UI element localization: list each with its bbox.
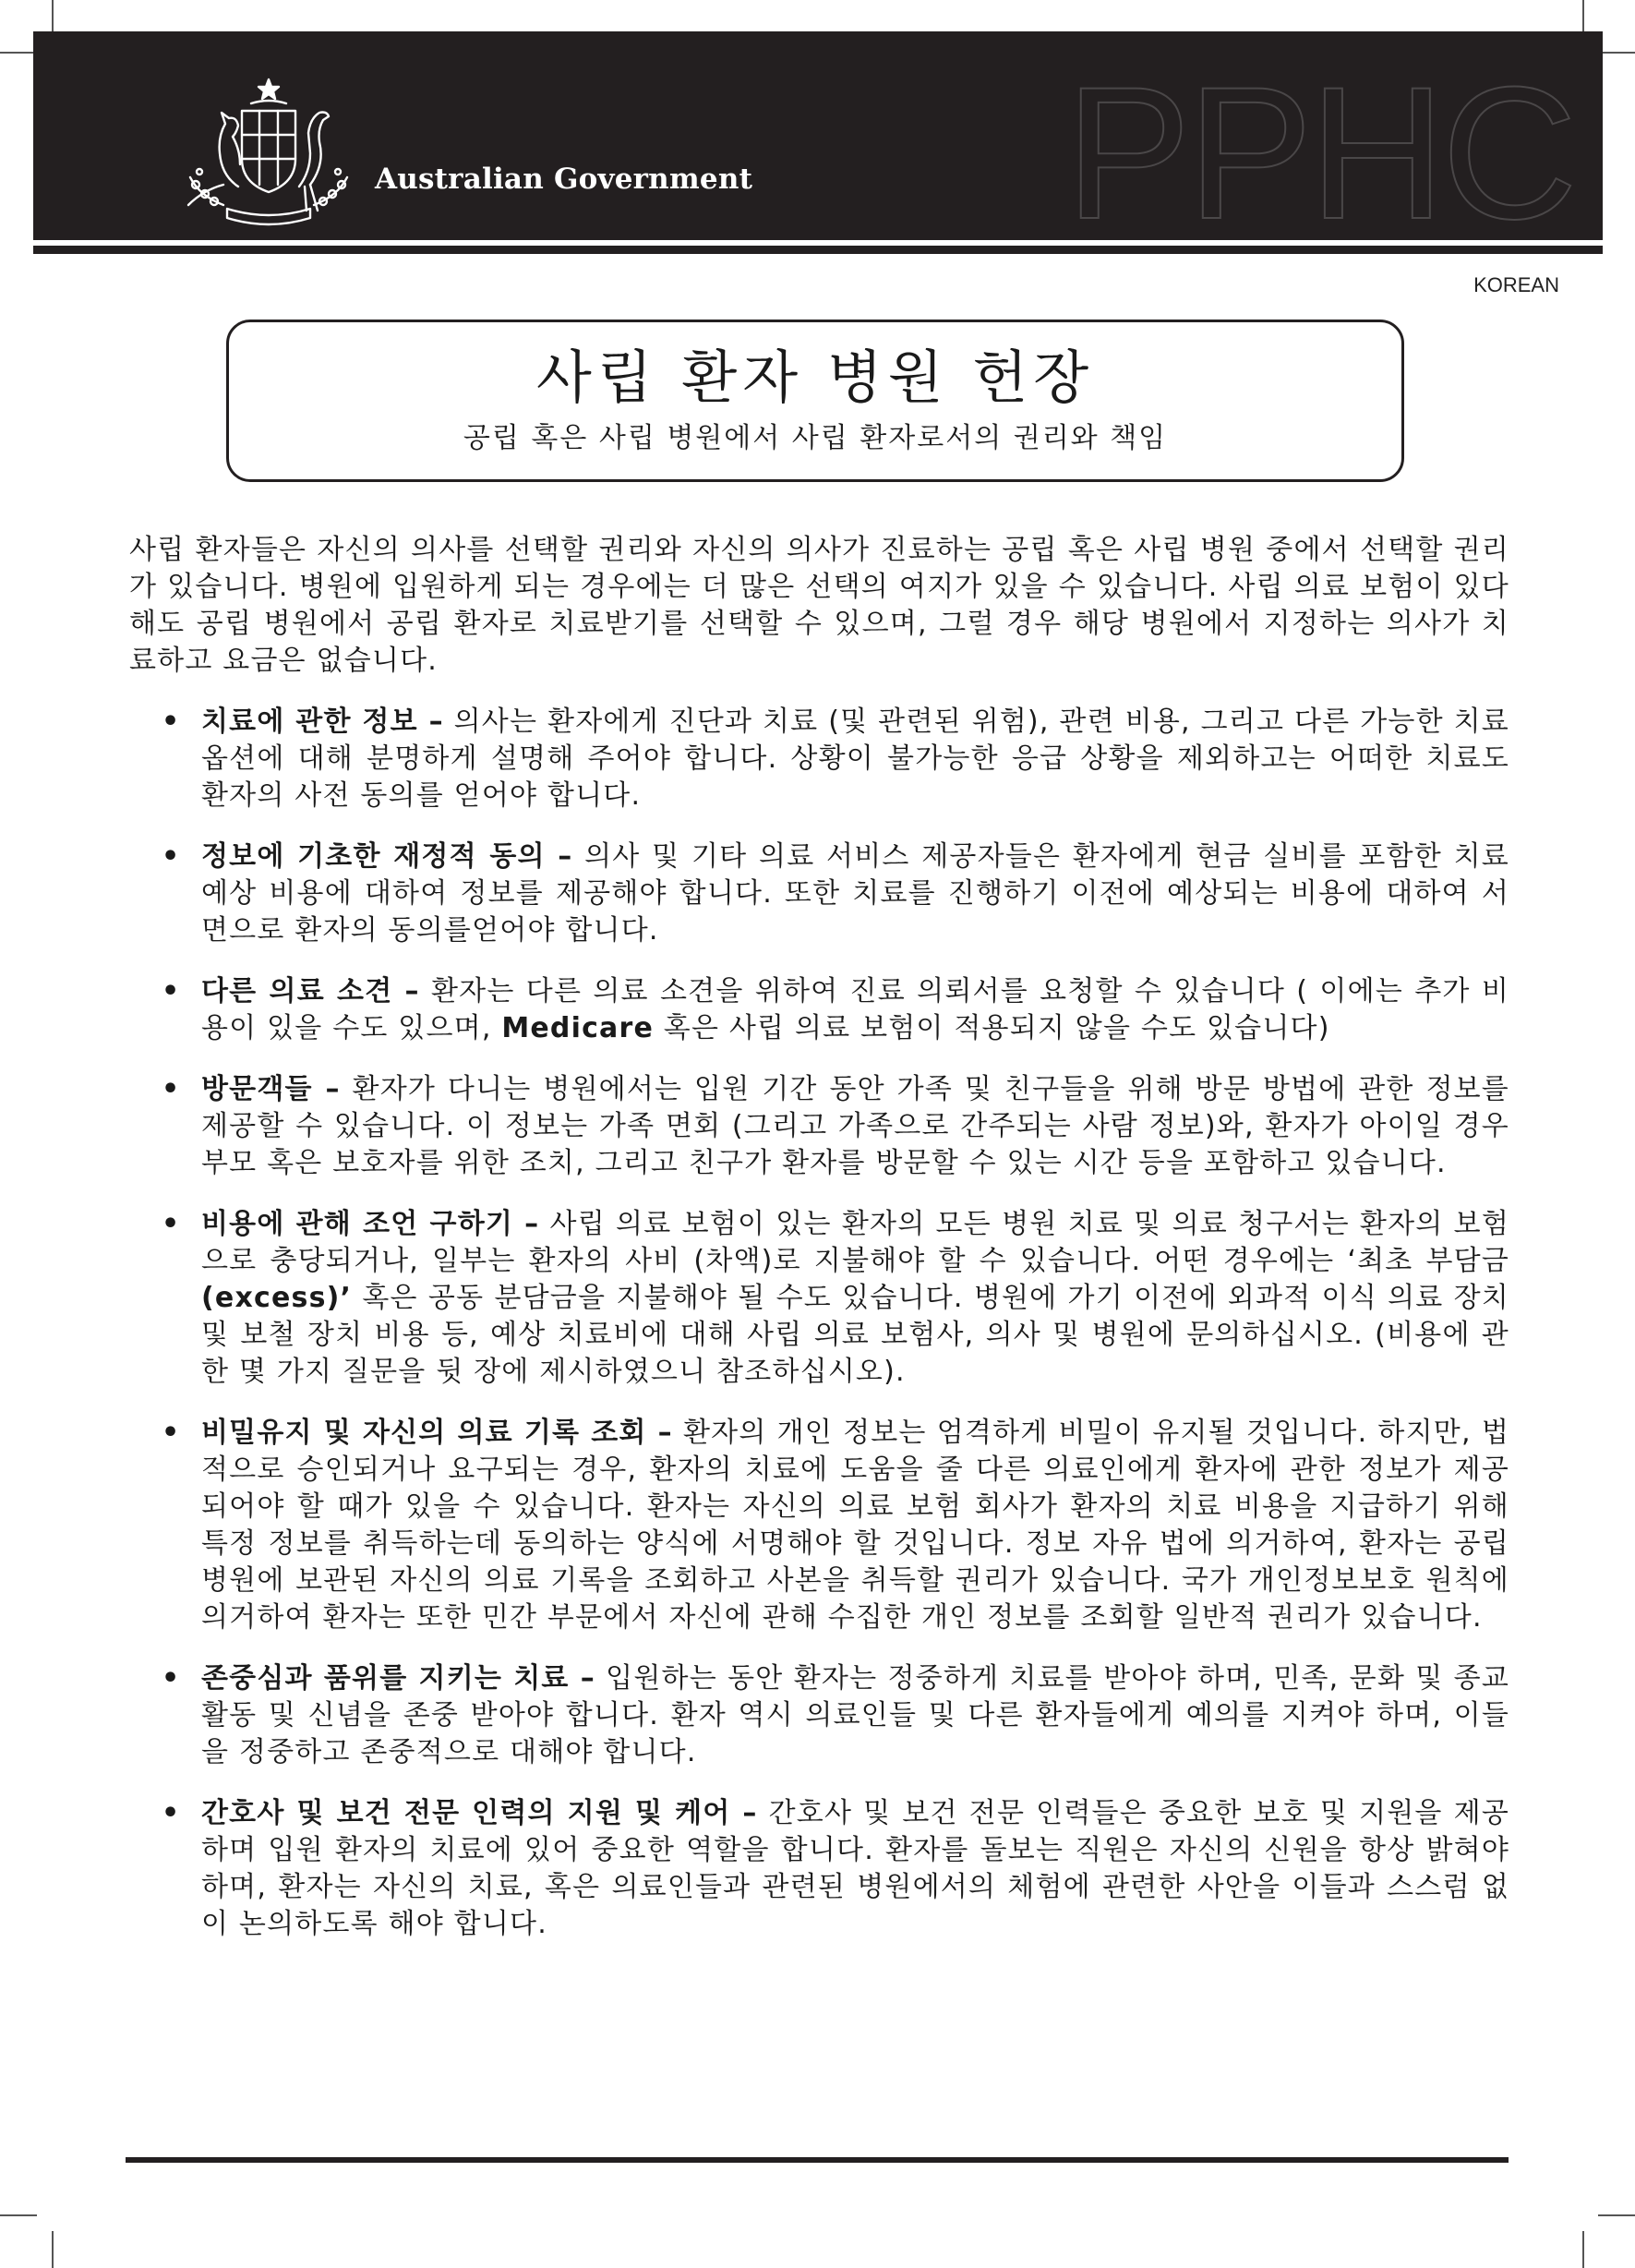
crop-mark (1598, 52, 1635, 54)
item-heading: 다른 의료 소견 – (201, 975, 420, 1007)
item-text: 혹은 공동 분담금을 지불해야 될 수도 있습니다. 병원에 가기 이전에 외과적 이식 의료 장치 및 보철 장치 비용 등, 예상 치료비에 대해 사립 의료 보험사, 의사 및 병원에 문의하십시오. (비용에 관한 몇 가지 질문을 뒷 장에 제시하였으니 참조하십시오). (201, 1282, 1509, 1388)
crop-mark (52, 2231, 54, 2268)
item-bold-term: (excess)’ (201, 1282, 353, 1314)
item-heading: 간호사 및 보건 전문 인력의 지원 및 케어 – (201, 1797, 758, 1829)
banner-rule (33, 246, 1603, 254)
item-text: 간호사 및 보건 전문 인력들은 중요한 보호 및 지원을 제공하며 입원 환자의 치료에 있어 중요한 역할을 합니다. 환자를 돌보는 직원은 자신의 신원을 항상 밝혀야 하며, 환자는 자신의 치료, 혹은 의료인들과 관련된 병원에서의 체험에 관련한 사안을 이들과 스스럼 없이 논의하도록 해야 합니다. (201, 1797, 1509, 1940)
language-label: KOREAN (1473, 273, 1559, 296)
bullet: • (162, 1073, 181, 1105)
item-text: 환자의 개인 정보는 엄격하게 비밀이 유지될 것입니다. 하지만, 법적으로 승인되거나 요구되는 경우, 환자의 치료에 도움을 줄 다른 의료인에게 환자에 관한 정보가 제공되어야 할 때가 있을 수 있습니다. 환자는 자신의 의료 보험 회사가 환자의 치료 비용을 지급하기 위해 특정 정보를 취득하는데 동의하는 양식에 서명해야 할 것입니다. 정보 자유 법에 의거하여, 환자는 공립 병원에 보관된 자신의 의료 기록을 조회하고 사본을 취득할 권리가 있습니다. 국가 개인정보보호 원칙에 의거하여 환자는 또한 민간 부문에서 자신에 관해 수집한 개인 정보를 조회할 일반적 권리가 있습니다. (201, 1417, 1509, 1634)
page-subtitle: 공립 혹은 사립 병원에서 사립 환자로서의 권리와 책임 (463, 422, 1168, 454)
list-item (129, 973, 1509, 1047)
crop-mark (1598, 2214, 1635, 2216)
list-item (129, 1795, 1509, 1943)
item-text: 환자가 다니는 병원에서는 입원 기간 동안 가족 및 친구들을 위해 방문 방법에 관한 정보를 제공할 수 있습니다. 이 정보는 가족 면회 (그리고 가족으로 간주되는 사람 정보)와, 환자가 아이일 경우 부모 혹은 보호자를 위한 조치, 그리고 친구가 환자를 방문할 수 있는 시간 등을 포함하고 있습니다. (201, 1073, 1509, 1179)
list-item (129, 1660, 1509, 1771)
crop-mark (1582, 2231, 1584, 2268)
item-heading: 비용에 관해 조언 구하기 – (201, 1208, 540, 1240)
item-text: 의사는 환자에게 진단과 치료 (및 관련된 위험), 관련 비용, 그리고 다른 가능한 치료 옵션에 대해 분명하게 설명해 주어야 합니다. 상황이 불가능한 응급 상황을 제외하고는 어떠한 치료도 환자의 사전 동의를 얻어야 합니다. (201, 706, 1509, 812)
bullet: • (162, 1417, 181, 1449)
list-item (129, 838, 1509, 949)
item-text: 의사 및 기타 의료 서비스 제공자들은 환자에게 현금 실비를 포함한 치료 예상 비용에 대하여 정보를 제공해야 합니다. 또한 치료를 진행하기 이전에 예상되는 비용에 대하여 서면으로 환자의 동의를얻어야 합니다. (201, 840, 1509, 947)
title-box (226, 320, 1404, 482)
item-text: 환자는 다른 의료 소견을 위하여 진료 의뢰서를 요청할 수 있습니다 ( 이에는 추가 비용이 있을 수도 있으며, (201, 975, 1510, 1044)
header-banner (33, 31, 1603, 240)
item-heading: 존중심과 품위를 지키는 치료 – (201, 1662, 595, 1695)
bullet: • (162, 1208, 181, 1240)
list-item (129, 1071, 1509, 1182)
item-text: 입원하는 동안 환자는 정중하게 치료를 받아야 하며, 민족, 문화 및 종교 활동 및 신념을 존중 받아야 합니다. 환자 역시 의료인들 및 다른 환자들에게 예의를 지켜야 하며, 이들을 정중하고 존중적으로 대해야 합니다. (201, 1662, 1510, 1768)
bullet: • (162, 975, 181, 1007)
document-body (129, 532, 1509, 1967)
rights-list (129, 704, 1509, 1943)
list-item (129, 1415, 1509, 1636)
list-item (129, 704, 1509, 814)
crop-mark (0, 2214, 37, 2216)
bullet: • (162, 1662, 181, 1695)
crop-mark (0, 52, 37, 54)
intro-paragraph: 사립 환자들은 자신의 의사를 선택할 권리와 자신의 의사가 진료하는 공립 혹은 사립 병원 중에서 선택할 권리가 있습니다. 병원에 입원하게 되는 경우에는 더 많은 선택의 여지가 있을 수 있습니다. 사립 의료 보험이 있다 해도 공립 병원에서 공립 환자로 치료받기를 선택할 수 있으며, 그럴 경우 해당 병원에서 지정하는 의사가 치료하고 요금은 없습니다. (129, 534, 1509, 677)
item-text: 사립 의료 보험이 있는 환자의 모든 병원 치료 및 의료 청구서는 환자의 보험으로 충당되거나, 일부는 환자의 사비 (차액)로 지불해야 할 수 있습니다. 어떤 경우에는 ‘최초 부담금 (201, 1208, 1510, 1277)
page-title: 사립 환자 병원 헌장 (535, 344, 1095, 411)
item-heading: 비밀유지 및 자신의 의료 기록 조회 – (201, 1417, 673, 1449)
item-heading: 방문객들 – (201, 1073, 341, 1105)
coat-of-arms-icon (172, 76, 366, 233)
item-heading: 치료에 관한 정보 – (201, 706, 444, 738)
list-item (129, 1206, 1509, 1391)
item-bold-term: Medicare (501, 1012, 655, 1044)
bullet: • (162, 840, 181, 873)
item-text: 혹은 사립 의료 보험이 적용되지 않을 수도 있습니다) (654, 1012, 1330, 1044)
government-name: Australian Government (375, 163, 753, 196)
item-heading: 정보에 기초한 재정적 동의 – (201, 840, 573, 873)
bullet: • (162, 1797, 181, 1829)
footer-rule (126, 2157, 1509, 2163)
bullet: • (162, 706, 181, 738)
program-mark: PPHC (1065, 48, 1574, 240)
